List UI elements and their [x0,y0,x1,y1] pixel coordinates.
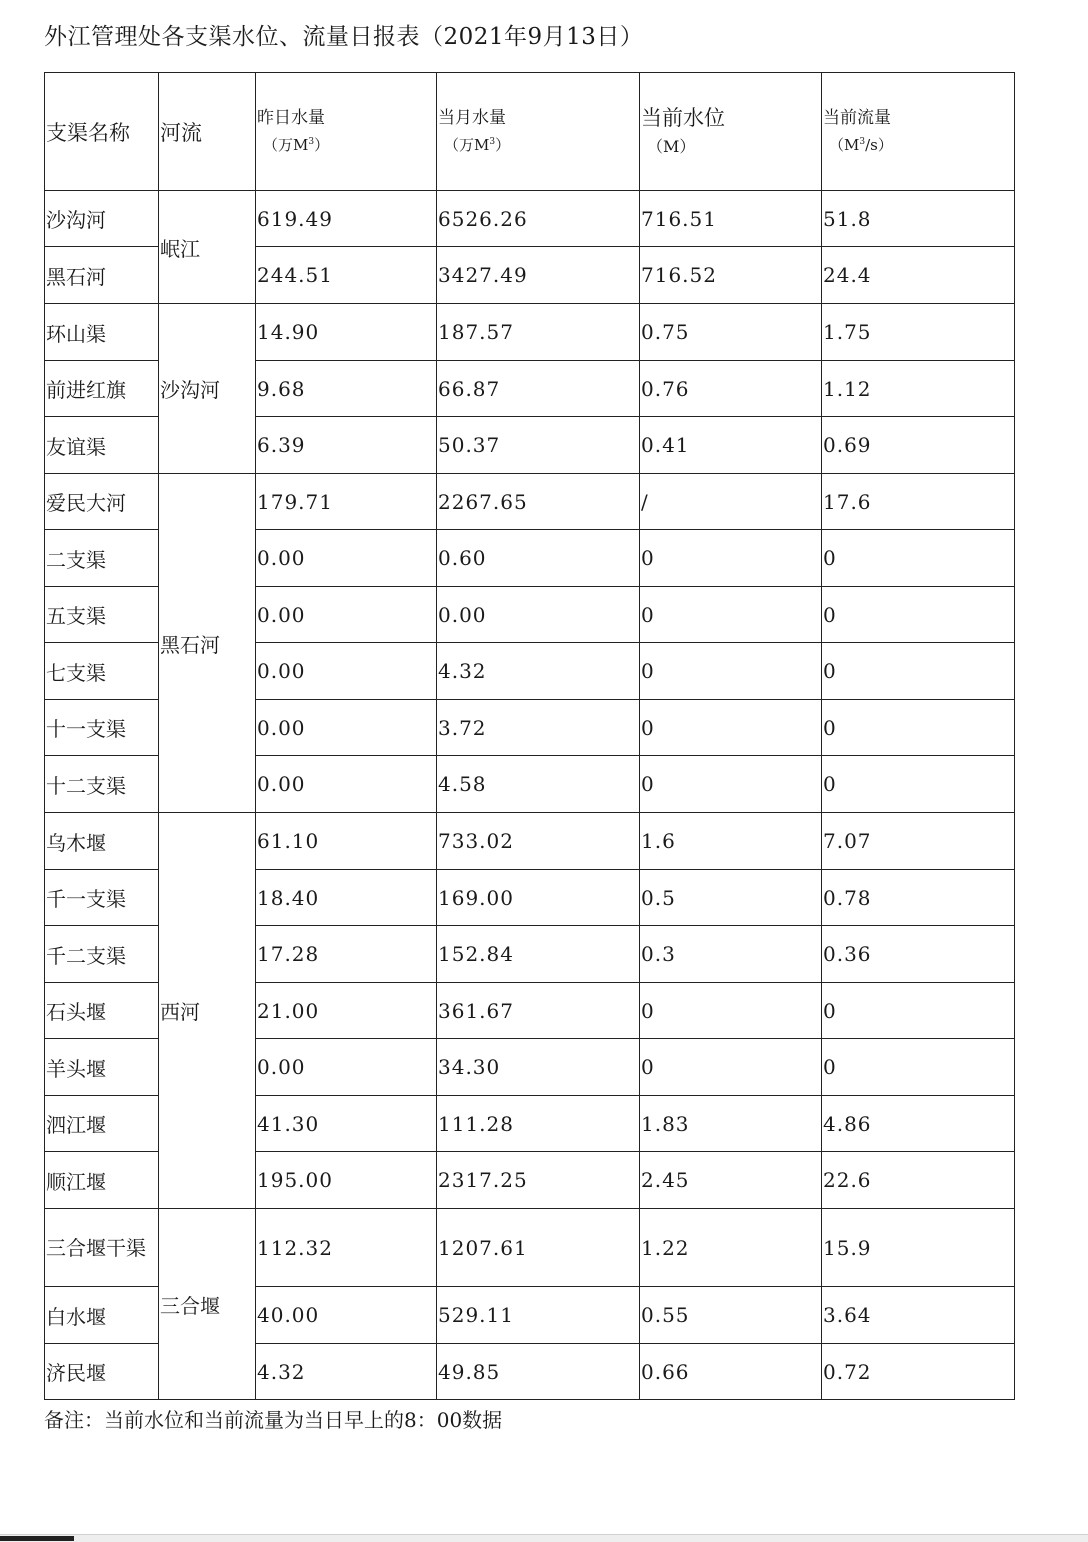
month-cell: 4.58 [437,756,640,813]
yesterday-cell: 40.00 [256,1287,437,1344]
canal-name-cell: 沙沟河 [45,191,159,247]
yesterday-cell: 4.32 [256,1344,437,1400]
header-yesterday-volume: 昨日水量 （万$M^3$） [256,73,437,191]
month-cell: 733.02 [437,813,640,870]
yesterday-cell: 0.00 [256,530,437,587]
level-cell: 0 [640,530,822,587]
level-cell: 1.22 [640,1209,822,1287]
yesterday-cell: 0.00 [256,643,437,700]
level-cell: 0.3 [640,926,822,983]
flow-cell: 3.64 [822,1287,1015,1344]
month-cell: 66.87 [437,361,640,417]
yesterday-cell: 14.90 [256,304,437,361]
canal-name-cell: 石头堰 [45,983,159,1039]
flow-cell: 0.72 [822,1344,1015,1400]
yesterday-cell: 112.32 [256,1209,437,1287]
month-cell: 111.28 [437,1096,640,1152]
canal-name-cell: 三合堰干渠 [45,1209,159,1287]
level-cell: 0 [640,756,822,813]
month-cell: 3.72 [437,700,640,756]
table-row [45,304,1015,361]
canal-name-cell: 顺江堰 [45,1152,159,1209]
level-cell: 0.41 [640,417,822,474]
canal-name-cell: 千二支渠 [45,926,159,983]
level-cell: 0.75 [640,304,822,361]
header-month-volume: 当月水量 （万$M^3$） [437,73,640,191]
flow-cell: 17.6 [822,474,1015,530]
flow-cell: 0.69 [822,417,1015,474]
month-cell: 169.00 [437,870,640,926]
unit-label: $(M^3/s)$ [829,135,893,154]
canal-name-cell: 白水堰 [45,1287,159,1344]
flow-cell: 1.12 [822,361,1015,417]
level-cell: 0 [640,700,822,756]
level-cell: 0 [640,1039,822,1096]
level-cell: 1.6 [640,813,822,870]
canal-name-cell: 十一支渠 [45,700,159,756]
month-cell: 0.60 [437,530,640,587]
level-cell: 716.51 [640,191,822,247]
yesterday-cell: 195.00 [256,1152,437,1209]
header-current-flow: 当前流量 $(M^3/s)$ [822,73,1015,191]
level-cell: 0 [640,587,822,643]
table-row [45,191,1015,247]
yesterday-cell: 18.40 [256,870,437,926]
canal-name-cell: 前进红旗 [45,361,159,417]
flow-cell: 51.8 [822,191,1015,247]
header-current-level: 当前水位 （M） [640,73,822,191]
yesterday-cell: 0.00 [256,587,437,643]
flow-cell: 1.75 [822,304,1015,361]
canal-name-cell: 黑石河 [45,247,159,304]
flow-cell: 0.36 [822,926,1015,983]
river-cell: 西河 [159,813,256,1209]
page-title: 外江管理处各支渠水位、流量日报表（2021年9月13日） [44,24,644,50]
table-row [45,813,1015,870]
daily-report-table [44,72,1015,1400]
flow-cell: 0 [822,587,1015,643]
canal-name-cell: 羊头堰 [45,1039,159,1096]
yesterday-cell: 0.00 [256,756,437,813]
table-row [45,1209,1015,1287]
canal-name-cell: 泗江堰 [45,1096,159,1152]
yesterday-cell: 619.49 [256,191,437,247]
flow-cell: 0 [822,700,1015,756]
yesterday-cell: 61.10 [256,813,437,870]
canal-name-cell: 乌木堰 [45,813,159,870]
canal-name-cell: 千一支渠 [45,870,159,926]
yesterday-cell: 17.28 [256,926,437,983]
canal-name-cell: 友谊渠 [45,417,159,474]
canal-name-cell: 五支渠 [45,587,159,643]
level-cell: 0.66 [640,1344,822,1400]
level-cell: 1.83 [640,1096,822,1152]
yesterday-cell: 0.00 [256,700,437,756]
river-cell: 三合堰 [159,1209,256,1400]
month-cell: 34.30 [437,1039,640,1096]
flow-cell: 4.86 [822,1096,1015,1152]
level-cell: 0.5 [640,870,822,926]
river-cell: 沙沟河 [159,304,256,474]
unit-label: （M） [647,137,696,157]
month-cell: 1207.61 [437,1209,640,1287]
scrollbar-thumb[interactable] [0,1536,74,1541]
flow-cell: 0 [822,530,1015,587]
month-cell: 187.57 [437,304,640,361]
flow-cell: 7.07 [822,813,1015,870]
month-cell: 4.32 [437,643,640,700]
month-cell: 152.84 [437,926,640,983]
level-cell: 0.55 [640,1287,822,1344]
level-cell: 0 [640,983,822,1039]
month-cell: 50.37 [437,417,640,474]
header-canal-name: 支渠名称 [45,73,159,191]
unit-label: （万$M^3$） [444,135,511,154]
flow-cell: 0 [822,643,1015,700]
canal-name-cell: 济民堰 [45,1344,159,1400]
month-cell: 6526.26 [437,191,640,247]
flow-cell: 0 [822,983,1015,1039]
footnote: 备注：当前水位和当前流量为当日早上的8：00数据 [44,1408,503,1432]
yesterday-cell: 41.30 [256,1096,437,1152]
month-cell: 49.85 [437,1344,640,1400]
yesterday-cell: 0.00 [256,1039,437,1096]
header-river: 河流 [159,73,256,191]
month-cell: 0.00 [437,587,640,643]
header-row [45,73,1015,191]
canal-name-cell: 环山渠 [45,304,159,361]
canal-name-cell: 二支渠 [45,530,159,587]
unit-label: （万$M^3$） [263,135,330,154]
canal-name-cell: 十二支渠 [45,756,159,813]
yesterday-cell: 6.39 [256,417,437,474]
level-cell: / [640,474,822,530]
yesterday-cell: 21.00 [256,983,437,1039]
yesterday-cell: 9.68 [256,361,437,417]
table-row [45,474,1015,530]
flow-cell: 0 [822,756,1015,813]
level-cell: 2.45 [640,1152,822,1209]
level-cell: 0.76 [640,361,822,417]
month-cell: 2317.25 [437,1152,640,1209]
level-cell: 716.52 [640,247,822,304]
month-cell: 2267.65 [437,474,640,530]
yesterday-cell: 244.51 [256,247,437,304]
month-cell: 3427.49 [437,247,640,304]
flow-cell: 0 [822,1039,1015,1096]
flow-cell: 24.4 [822,247,1015,304]
canal-name-cell: 爱民大河 [45,474,159,530]
flow-cell: 15.9 [822,1209,1015,1287]
month-cell: 361.67 [437,983,640,1039]
yesterday-cell: 179.71 [256,474,437,530]
river-cell: 黑石河 [159,474,256,813]
canal-name-cell: 七支渠 [45,643,159,700]
level-cell: 0 [640,643,822,700]
river-cell: 岷江 [159,191,256,304]
flow-cell: 0.78 [822,870,1015,926]
month-cell: 529.11 [437,1287,640,1344]
flow-cell: 22.6 [822,1152,1015,1209]
